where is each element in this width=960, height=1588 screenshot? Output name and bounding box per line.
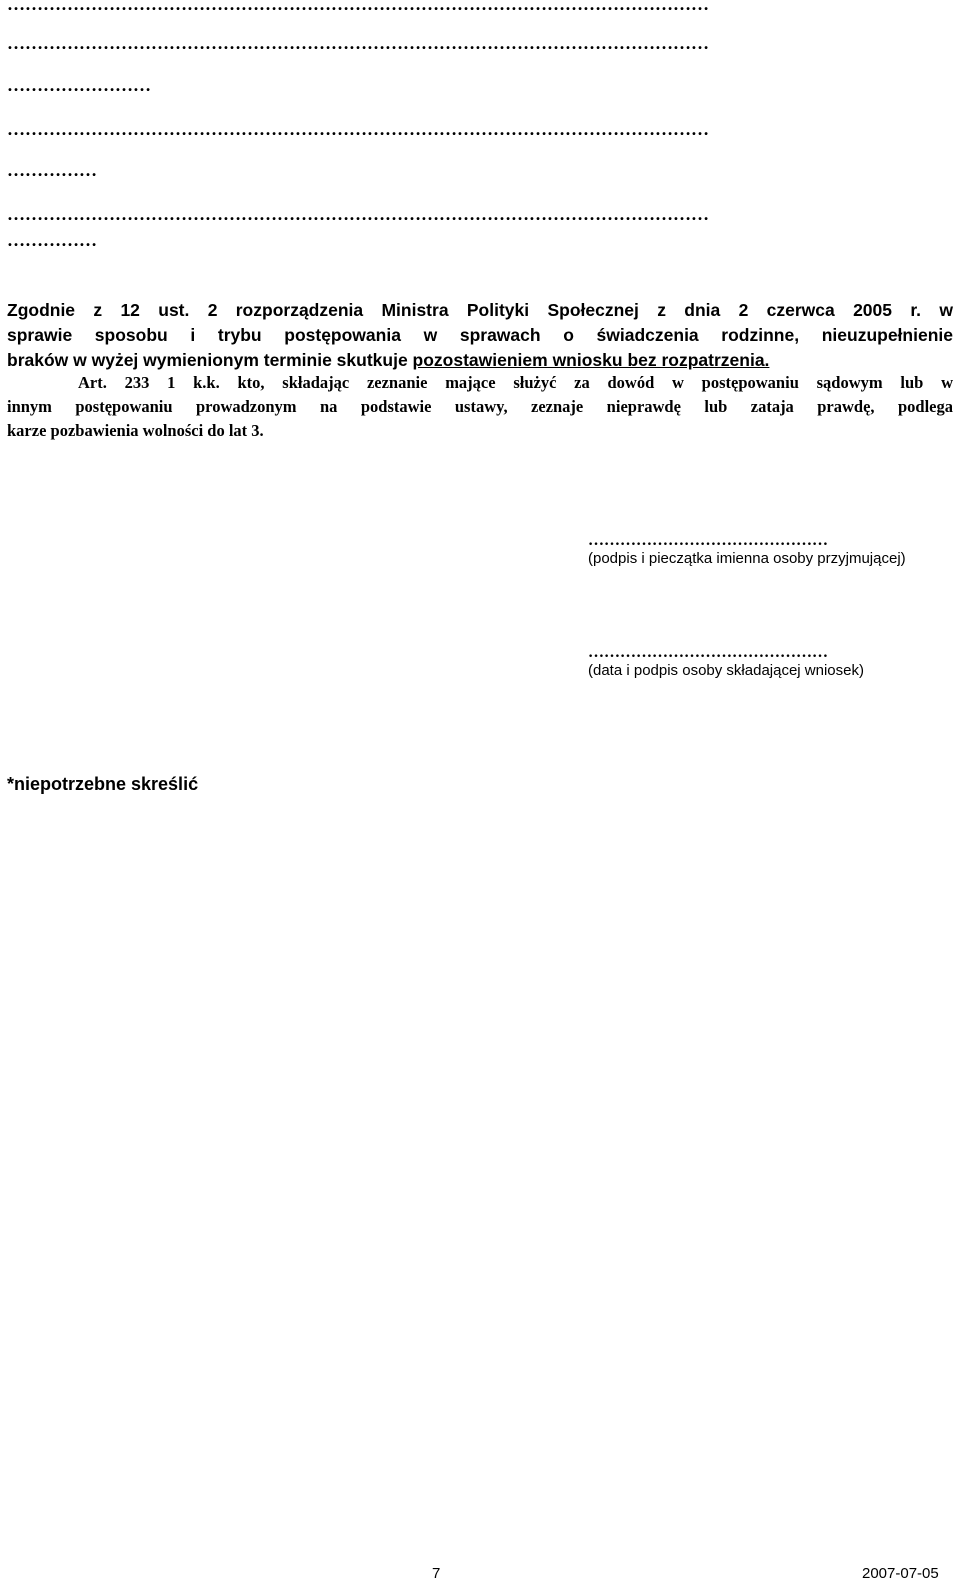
- dotted-line-6: ………………………………………………………………………………………………………: [7, 204, 709, 224]
- dotted-line-5: ……………: [7, 160, 97, 180]
- receiver-signature-block: [588, 532, 906, 567]
- page-number: 7: [432, 1565, 441, 1582]
- legal-note-line-3: [7, 348, 953, 373]
- receiver-signature-label: (podpis i pieczątka imienna osoby przyjmującej): [588, 550, 906, 567]
- dotted-line-3: ……………………: [7, 75, 151, 95]
- legal-note-consequence: pozostawieniem wniosku bez rozpatrzenia.: [412, 350, 770, 370]
- footer-date: 2007-07-05: [862, 1565, 939, 1582]
- legal-note-line-3-text: braków w wyżej wymienionym terminie skutkuje: [7, 350, 413, 370]
- article-233-note: [7, 371, 953, 443]
- receiver-signature-line: ………………………………………: [588, 532, 828, 549]
- article-line-2: innym postępowaniu prowadzonym na podstawie ustawy, zeznaje nieprawdę lub zataja prawdę, podlega: [7, 397, 953, 416]
- article-line-1: Art. 233 1 k.k. kto, składając zeznanie mające służyć za dowód w postępowaniu sądowym lub w: [78, 373, 953, 392]
- applicant-signature-line: ………………………………………: [588, 644, 828, 661]
- dotted-line-4: ………………………………………………………………………………………………………: [7, 119, 709, 139]
- legal-note-line-1: Zgodnie z 12 ust. 2 rozporządzenia Ministra Polityki Społecznej z dnia 2 czerwca 2005 r. w: [7, 300, 953, 320]
- dotted-line-7: ……………: [7, 230, 97, 250]
- dotted-line-1: ………………………………………………………………………………………………………: [7, 0, 709, 14]
- dotted-line-2: ………………………………………………………………………………………………………: [7, 33, 709, 53]
- legal-note-line-2: sprawie sposobu i trybu postępowania w sprawach o świadczenia rodzinne, nieuzupełnienie: [7, 325, 953, 345]
- applicant-signature-block: [588, 644, 864, 679]
- legal-note: [7, 298, 953, 373]
- article-line-3: karze pozbawienia wolności do lat 3.: [7, 421, 264, 440]
- applicant-signature-label: (data i podpis osoby składającej wniosek): [588, 662, 864, 679]
- footnote: *niepotrzebne skreślić: [7, 774, 199, 794]
